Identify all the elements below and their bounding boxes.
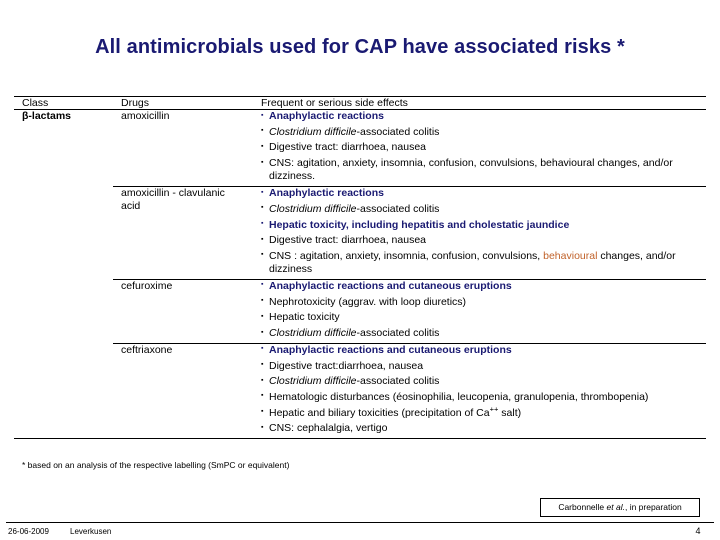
footer-divider (6, 522, 714, 523)
cell-effects (253, 344, 706, 438)
cell-drug: amoxicillin - clavulanic acid (121, 187, 225, 212)
effect-item: ▪ Clostridium difficile-associated colitis (261, 375, 706, 388)
cell-class: β-lactams (22, 110, 72, 122)
table-row (14, 280, 706, 343)
effect-item: ▪ CNS : agitation, anxiety, insomnia, confusion, convulsions, behavioural changes, and/or dizziness (261, 250, 706, 276)
cell-class (14, 187, 113, 279)
column-header-class: Class (22, 97, 49, 109)
citation-box (540, 498, 700, 517)
effect-item: ▪ Anaphylactic reactions and cutaneous eruptions (261, 280, 706, 293)
cell-drug: cefuroxime (121, 279, 173, 292)
effects-list (261, 280, 706, 340)
cell-class (14, 344, 113, 438)
risk-table (14, 96, 706, 439)
effects-list (261, 110, 706, 184)
effect-item: ▪ Digestive tract: diarrhoea, nausea (261, 234, 706, 247)
table (14, 97, 706, 109)
footer-page-number: 4 (695, 526, 701, 536)
effects-list (261, 344, 706, 436)
effect-item: ▪ Digestive tract: diarrhoea, nausea (261, 141, 706, 154)
cell-drug: ceftriaxone (121, 343, 173, 356)
column-header-drugs: Drugs (121, 97, 150, 109)
table-row (14, 344, 706, 438)
table-row-cells (14, 344, 706, 438)
footer-date: 26-06-2009 (8, 527, 49, 536)
citation-etal: et al. (606, 502, 625, 512)
effect-item: ▪ Hepatic and biliary toxicities (precipitation of Ca++ salt) (261, 407, 706, 420)
effect-item: ▪ CNS: agitation, anxiety, insomnia, confusion, convulsions, behavioural changes, and/or dizziness. (261, 157, 706, 183)
table-row (14, 187, 706, 279)
footer-place: Leverkusen (70, 527, 112, 536)
effect-item: ▪ CNS: cephalalgia, vertigo (261, 422, 706, 435)
effect-item: ▪ Hematologic disturbances (éosinophilia, leucopenia, granulopenia, thrombopenia) (261, 391, 706, 404)
cell-effects (253, 187, 706, 279)
table-header-row (14, 97, 706, 109)
cell-effects (253, 110, 706, 186)
table-row-cells (14, 110, 706, 186)
footnote: * based on an analysis of the respective labelling (SmPC or equivalent) (22, 460, 290, 470)
effect-item: ▪ Digestive tract:diarrhoea, nausea (261, 360, 706, 373)
cell-drug: amoxicillin (121, 110, 170, 122)
cell-class (14, 280, 113, 343)
table-body (14, 110, 706, 438)
effect-item: ▪ Anaphylactic reactions and cutaneous eruptions (261, 344, 706, 357)
table-row (14, 110, 706, 186)
effect-item: ▪ Anaphylactic reactions (261, 187, 706, 200)
cell-effects (253, 280, 706, 343)
citation-suffix: , in preparation (624, 502, 682, 512)
table-bottom-rule (14, 438, 706, 439)
effect-item: ▪ Clostridium difficile-associated colitis (261, 203, 706, 216)
effect-item: ▪ Clostridium difficile-associated colitis (261, 327, 706, 340)
page-title: All antimicrobials used for CAP have associated risks * (95, 36, 625, 58)
effect-item: ▪ Hepatic toxicity, including hepatitis and cholestatic jaundice (261, 219, 706, 232)
effect-item: ▪ Clostridium difficile-associated colitis (261, 126, 706, 139)
effect-item: ▪ Hepatic toxicity (261, 311, 706, 324)
citation-author: Carbonnelle (558, 502, 605, 512)
effect-item: ▪ Anaphylactic reactions (261, 110, 706, 123)
column-header-effects: Frequent or serious side effects (261, 97, 408, 109)
table-row-cells (14, 187, 706, 279)
table-row-cells (14, 280, 706, 343)
effect-item: ▪ Nephrotoxicity (aggrav. with loop diuretics) (261, 296, 706, 309)
effects-list (261, 187, 706, 276)
